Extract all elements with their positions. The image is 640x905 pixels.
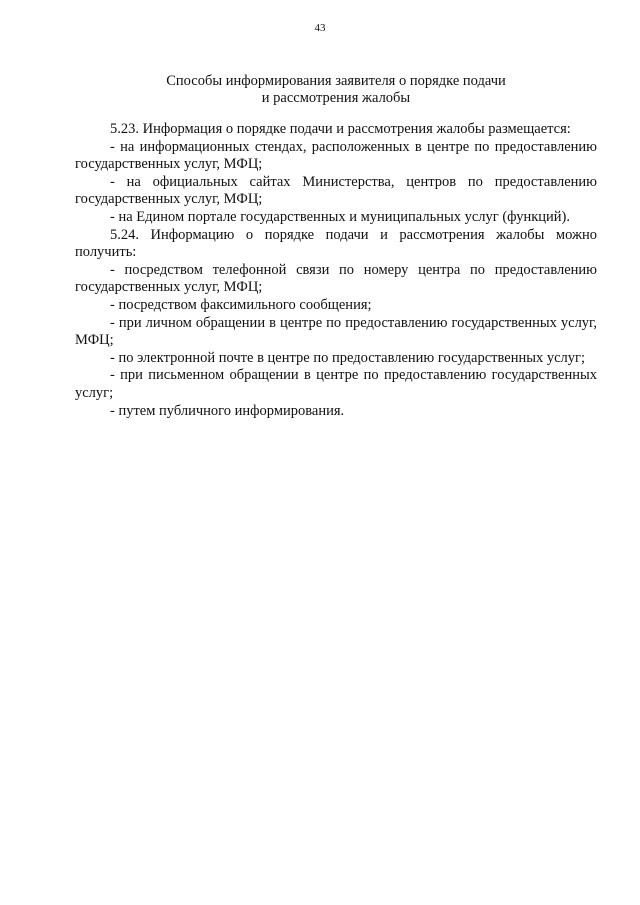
list-item-official-sites: - на официальных сайтах Министерства, центров по предоставлению государственных услуг, МФЦ; (75, 173, 597, 208)
paragraph-5-23: 5.23. Информация о порядке подачи и рассмотрения жалобы размещается: (110, 121, 571, 137)
list-item-info-stands: - на информационных стендах, расположенных в центре по предоставлению государственных услуг, МФЦ; (75, 138, 597, 173)
list-item-public-informing: - путем публичного информирования. (110, 402, 345, 419)
list-item-written-request: - при письменном обращении в центре по предоставлению государственных услуг; (75, 367, 597, 401)
page-number: 43 (314, 22, 326, 34)
section-heading-line-1: Способы информирования заявителя о порядке подачи (166, 73, 506, 89)
list-item-personal-visit: - при личном обращении в центре по предоставлению государственных услуг, МФЦ; (75, 314, 597, 349)
section-heading (0, 73, 640, 107)
list-item-unified-portal: - на Едином портале государственных и муниципальных услуг (функций). (110, 208, 570, 225)
paragraph-5-24: 5.24. Информацию о порядке подачи и рассмотрения жалобы можно получить: (75, 226, 597, 261)
section-heading-line-2: и рассмотрения жалобы (261, 90, 411, 106)
list-item-telephone: - посредством телефонной связи по номеру центра по предоставлению государственных услуг, МФЦ; (75, 261, 597, 296)
list-item-email: - по электронной почте в центре по предоставлению государственных услуг; (110, 349, 585, 366)
body-text (75, 121, 597, 420)
list-item-fax: - посредством факсимильного сообщения; (110, 296, 372, 313)
